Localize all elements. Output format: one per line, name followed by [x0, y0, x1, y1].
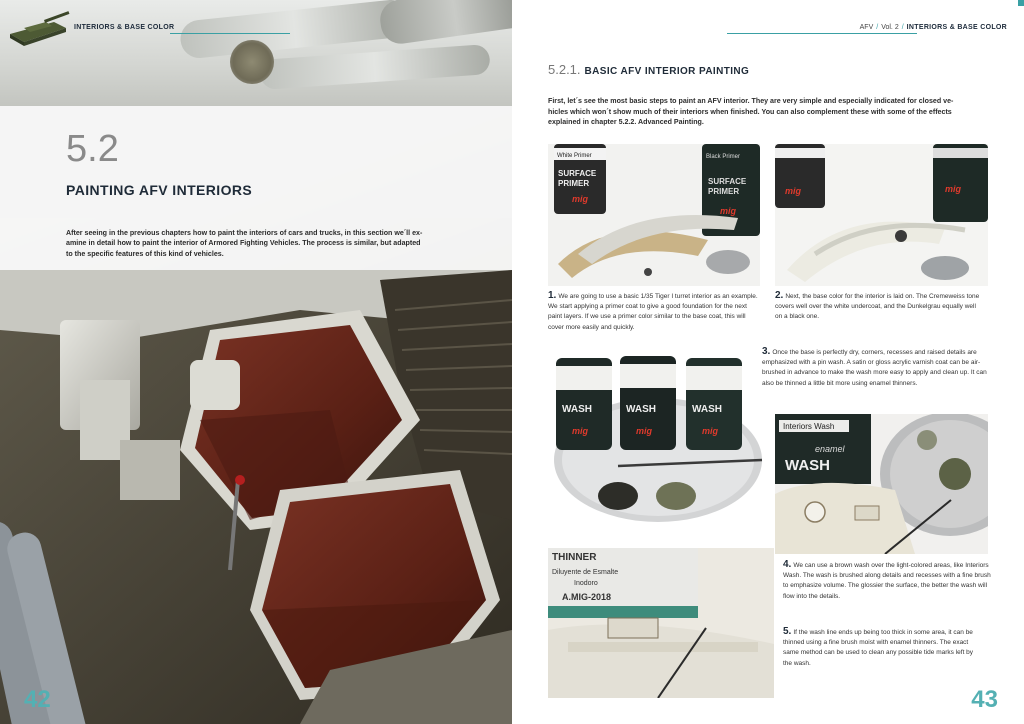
subsection-heading — [548, 62, 749, 77]
chapter-reference: chapter 5.2.2. Advanced Painting. — [590, 118, 704, 127]
intro-line: After seeing in the previous chapters how to paint the interiors of cars and trucks, in this section we´ll ex- — [66, 229, 423, 237]
step-1-caption: 1. We are going to use a basic 1/35 Tiger I turret interior as an example. We start applying a primer coat to give a good foundation for the next paint layers. If we use a primer color similar to the base coat, this will cover more easily and quickly. — [548, 290, 758, 331]
tank-thumbnail-icon — [4, 4, 70, 52]
bottle-label: Black Primer — [706, 154, 741, 160]
intro-paragraph: First, let´s see the most basic steps to paint an AFV interior. They are very simple and especially indicated for closed ve- hicles which won´t show much of their interiors when finished. You can also complement these with some of the effects explained in chapter 5.2.2. Advanced Painting. — [548, 97, 954, 127]
header-rule — [170, 33, 290, 34]
photo-step-3 — [548, 350, 766, 530]
photo-step-1 — [548, 144, 760, 286]
svg-text:WASH: WASH — [626, 404, 656, 415]
svg-text:mig: mig — [945, 184, 962, 194]
top-interior-photo — [0, 0, 512, 106]
svg-text:Diluyente de Esmalte: Diluyente de Esmalte — [552, 569, 619, 576]
intro-paragraph — [66, 228, 450, 259]
svg-text:mig: mig — [572, 194, 589, 204]
photo-step-4 — [775, 414, 988, 554]
bottle-label: White Primer — [557, 153, 592, 159]
bottle-label: Interiors Wash — [783, 422, 835, 431]
afv-interior-photo — [0, 270, 512, 724]
photo-step-5 — [548, 548, 774, 698]
svg-text:PRIMER: PRIMER — [558, 179, 590, 188]
photo-step-2 — [775, 144, 988, 286]
svg-text:A.MIG-2018: A.MIG-2018 — [562, 592, 612, 602]
header-chapter: INTERIORS & BASE COLOR — [906, 24, 1007, 31]
subsection-title: BASIC AFV INTERIOR PAINTING — [584, 66, 750, 77]
page-number: 42 — [24, 686, 51, 713]
section-number: 5.2 — [66, 128, 119, 170]
svg-text:PRIMER: PRIMER — [708, 187, 740, 196]
step-3-caption: 3. Once the base is perfectly dry, corners, recesses and raised details are emphasized with a pin wash. A satin or gloss acrylic varnish coat can be air- brushed in advance to make the wash more easy to apply and clean up. It can also be thinned a little bit more using enamel thinners. — [762, 346, 987, 387]
chapter-label: INTERIORS & BASE COLOR — [74, 24, 175, 31]
svg-text:mig: mig — [636, 426, 653, 436]
svg-text:SURFACE: SURFACE — [558, 169, 597, 178]
page-number: 43 — [971, 686, 998, 713]
header-rule — [727, 33, 917, 34]
svg-text:mig: mig — [702, 426, 719, 436]
svg-text:enamel: enamel — [815, 444, 845, 454]
svg-text:WASH: WASH — [785, 457, 830, 474]
step-2-caption: 2. Next, the base color for the interior is laid on. The Cremeweiss tone covers well over the white undercoat, and the Dunkelgrau equally well on a black one. — [775, 290, 980, 321]
svg-text:mig: mig — [785, 186, 802, 196]
header-volume: Vol. 2 — [881, 24, 899, 31]
svg-text:mig: mig — [720, 206, 737, 216]
svg-text:WASH: WASH — [692, 404, 722, 415]
svg-text:WASH: WASH — [562, 404, 592, 415]
header-series: AFV — [859, 24, 874, 31]
running-header: AFV / Vol. 2 / INTERIORS & BASE COLOR — [859, 24, 1007, 31]
svg-text:SURFACE: SURFACE — [708, 177, 747, 186]
intro-line: to the specific features of this kind of vehicles. — [66, 249, 224, 258]
svg-text:mig: mig — [572, 426, 589, 436]
svg-text:THINNER: THINNER — [552, 552, 597, 563]
intro-line: amine in detail how to paint the interior of Armored Fighting Vehicles. The process is similar, but adapted — [66, 239, 421, 248]
right-page — [512, 0, 1024, 724]
step-4-caption: 4. We can use a brown wash over the light-colored areas, like Interiors Wash. The wash is brushed along details and recesses with a fine brush to emphasize volume. The glossier the surface, the better the wash will flow into the details. — [783, 559, 991, 600]
svg-text:Inodoro: Inodoro — [574, 580, 598, 587]
subsection-number: 5.2.1. — [548, 62, 581, 77]
step-5-caption: 5. If the wash line ends up being too thick in some area, it can be thinned using a fine brush moist with enamel thinners. The exact same method can be used to clean any possible tide marks left by the wash. — [783, 626, 974, 667]
corner-marker — [1018, 0, 1024, 6]
section-title: PAINTING AFV INTERIORS — [66, 182, 253, 198]
seats-illustration — [0, 270, 512, 724]
